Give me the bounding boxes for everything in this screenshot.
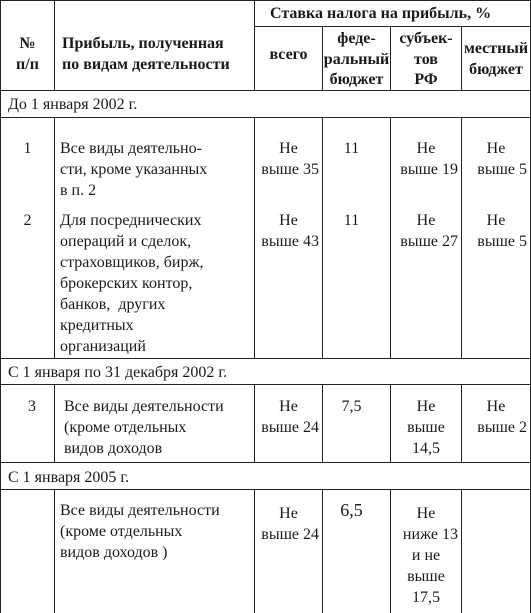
- row-total: Не: [279, 398, 298, 415]
- row-subject: 14,5: [412, 440, 440, 457]
- header-num-symbol: №: [19, 35, 36, 52]
- header-activity: по видам деятельности: [62, 56, 230, 73]
- row-activity: организаций: [60, 338, 146, 355]
- row-local: Не: [486, 212, 506, 229]
- rule: [0, 117, 531, 118]
- header-rate-title: Ставка налога на прибыль, %: [270, 5, 492, 22]
- row-subject: ниже 13: [402, 526, 458, 543]
- row-federal: 11: [343, 212, 360, 229]
- header-federal: ральный: [323, 51, 390, 68]
- header-activity: Прибыль, полученная: [62, 35, 224, 52]
- row-subject: и не: [411, 547, 441, 564]
- rule: [461, 489, 462, 613]
- row-federal: 6,5: [340, 500, 363, 520]
- row-activity: банков, других: [60, 296, 166, 313]
- rule: [0, 384, 531, 385]
- row-subject: Не: [416, 140, 436, 157]
- row-federal: 7,5: [341, 398, 362, 415]
- rule: [254, 26, 531, 27]
- row-total: Не: [279, 212, 298, 229]
- rule: [54, 489, 55, 613]
- section-title: С 1 января 2005 г.: [8, 469, 130, 486]
- row-number: 3: [28, 398, 36, 415]
- row-activity: (кроме отдельных: [64, 419, 187, 436]
- row-subject: Не: [416, 505, 436, 522]
- rule: [0, 0, 531, 1]
- header-federal: феде-: [337, 30, 376, 47]
- row-subject: выше: [407, 419, 445, 436]
- row-activity: в п. 2: [60, 182, 97, 199]
- rule: [0, 489, 531, 490]
- header-subject: РФ: [414, 71, 438, 88]
- rule: [0, 0, 1, 613]
- row-activity: кредитных: [60, 317, 134, 334]
- row-total: выше 24: [261, 526, 319, 543]
- row-total: выше 24: [261, 419, 319, 436]
- header-num-label: п/п: [16, 56, 39, 73]
- row-subject: выше: [407, 568, 445, 585]
- row-subject: 17,5: [412, 589, 440, 606]
- row-subject: Не: [416, 398, 436, 415]
- row-activity: Все виды деятельно-: [60, 140, 202, 157]
- row-total: Не: [279, 505, 298, 522]
- row-subject: Не: [416, 212, 436, 229]
- row-activity: видов доходов: [64, 440, 163, 457]
- header-subject: тов: [414, 51, 438, 68]
- row-local: выше 5: [477, 161, 527, 178]
- rule: [54, 0, 55, 90]
- header-federal: бюджет: [329, 71, 384, 88]
- row-activity: брокерских контор,: [60, 275, 193, 292]
- row-activity: Все виды деятельности: [60, 502, 220, 519]
- rule: [0, 90, 531, 91]
- header-total: всего: [269, 46, 308, 63]
- row-number: 2: [23, 212, 32, 229]
- row-total: выше 43: [261, 233, 319, 250]
- header-local: местный: [463, 40, 529, 57]
- row-federal: 11: [343, 140, 360, 157]
- row-activity: операций и сделок,: [60, 233, 192, 250]
- section-title: С 1 января по 31 декабря 2002 г.: [8, 364, 228, 381]
- row-activity: Для посреднических: [60, 212, 202, 229]
- rule: [54, 117, 55, 358]
- row-local: выше 2: [477, 419, 527, 436]
- row-local: Не: [486, 398, 506, 415]
- header-local: бюджет: [469, 61, 523, 78]
- row-activity: сти, кроме указанных: [60, 161, 208, 178]
- header-subject: субъек-: [399, 30, 453, 47]
- row-subject: выше 19: [400, 161, 458, 178]
- section-title: До 1 января 2002 г.: [8, 96, 138, 113]
- row-activity: страховщиков, бирж,: [60, 254, 204, 271]
- row-activity: (кроме отдельных: [60, 523, 183, 540]
- rule: [0, 358, 531, 359]
- row-local: выше 5: [477, 233, 527, 250]
- row-local: Не: [486, 140, 506, 157]
- row-number: 1: [23, 140, 32, 157]
- row-total: Не: [279, 140, 298, 157]
- row-total: выше 35: [261, 161, 319, 178]
- row-activity: видов доходов ): [60, 544, 168, 561]
- rule: [0, 462, 531, 463]
- row-subject: выше 27: [400, 233, 458, 250]
- row-activity: Все виды деятельности: [64, 398, 224, 415]
